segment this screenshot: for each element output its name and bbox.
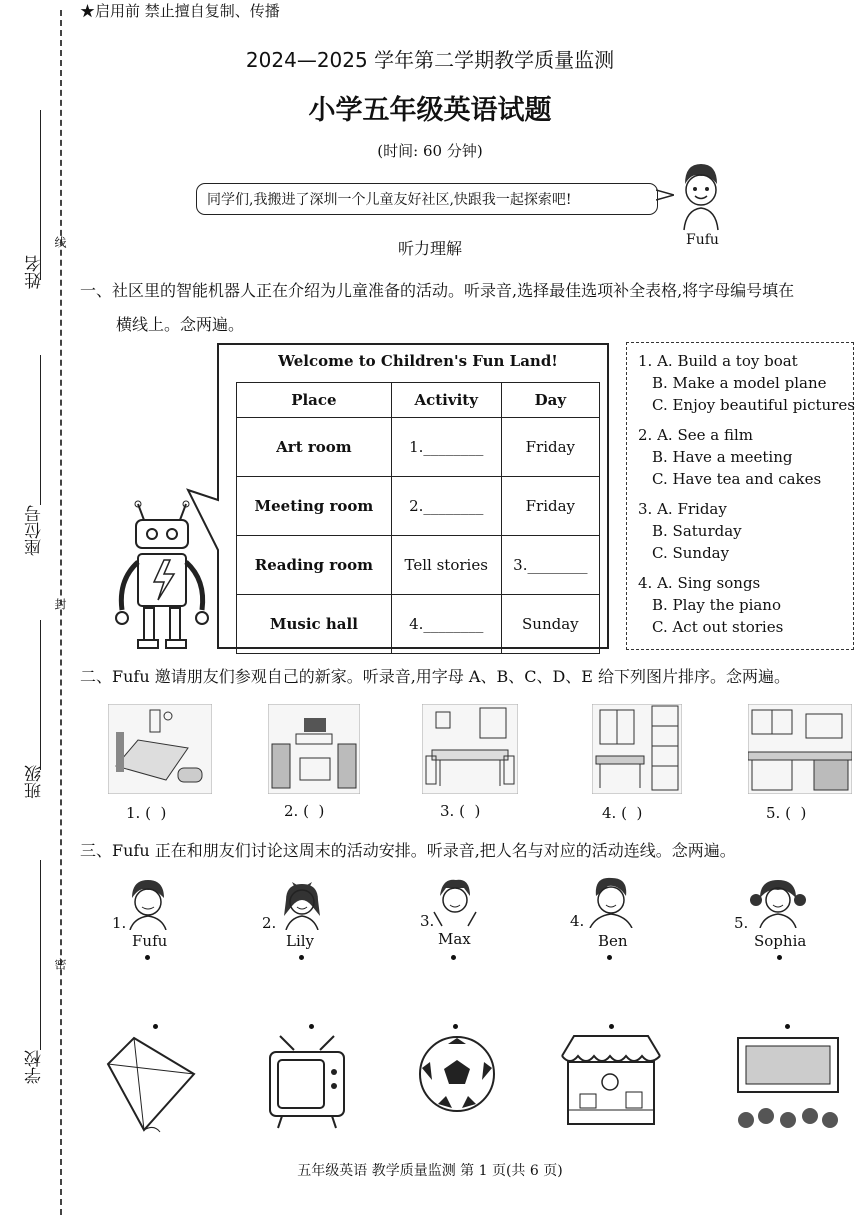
place-cell: Reading room bbox=[237, 536, 392, 595]
toy-shop-icon bbox=[560, 1034, 662, 1126]
school-blank bbox=[40, 860, 41, 1050]
option-item: 2. A. See a film bbox=[638, 426, 753, 444]
kid-connect-dot[interactable] bbox=[145, 955, 150, 960]
q2-instruction: 二、Fufu 邀请朋友们参观自己的新家。听录音,用字母 A、B、C、D、E 给下列图片排序。念两遍。 bbox=[80, 667, 791, 686]
q1-instruction-cont: 横线上。念两遍。 bbox=[116, 315, 245, 334]
activity-connect-dot[interactable] bbox=[609, 1024, 614, 1029]
kitchen-picture-icon bbox=[748, 704, 852, 794]
option-item: 3. A. Friday bbox=[638, 500, 727, 518]
girl-sophia-icon bbox=[750, 874, 806, 928]
header-place: Place bbox=[237, 383, 392, 418]
picture-answer-4[interactable]: 4. ( ) bbox=[602, 804, 643, 822]
q3-instruction: 三、Fufu 正在和朋友们讨论这周末的活动安排。听录音,把人名与对应的活动连线。念两遍。 bbox=[80, 841, 736, 860]
table-row bbox=[237, 418, 600, 477]
option-item: C. Act out stories bbox=[652, 618, 784, 636]
boy-max-icon bbox=[432, 876, 478, 928]
binding-word-seal: 封 bbox=[53, 598, 67, 610]
picture-answer-2[interactable]: 2. ( ) bbox=[284, 802, 325, 820]
day-cell[interactable]: 3.________ bbox=[501, 536, 599, 595]
name-label: 姓名 bbox=[25, 255, 45, 289]
kid-name-max: Max bbox=[438, 930, 471, 948]
picture-answer-3[interactable]: 3. ( ) bbox=[440, 802, 481, 820]
option-item: B. Play the piano bbox=[652, 596, 782, 614]
section-heading: 听力理解 bbox=[397, 239, 462, 258]
speech-bubble bbox=[196, 183, 658, 215]
option-item: B. Saturday bbox=[652, 522, 742, 540]
activity-connect-dot[interactable] bbox=[453, 1024, 458, 1029]
living-room-picture-icon bbox=[268, 704, 360, 794]
place-cell: Art room bbox=[237, 418, 392, 477]
activity-connect-dot[interactable] bbox=[309, 1024, 314, 1029]
option-item: B. Make a model plane bbox=[652, 374, 827, 392]
football-icon bbox=[418, 1034, 496, 1114]
bubble-text: 同学们,我搬进了深圳一个儿童友好社区,快跟我一起探索吧! bbox=[207, 192, 572, 208]
table-row bbox=[237, 536, 600, 595]
kid-number: 4. bbox=[570, 912, 585, 930]
option-item: C. Have tea and cakes bbox=[652, 470, 822, 488]
seat-label: 座位号 bbox=[25, 505, 45, 556]
exam-year-title: 2024—2025 学年第二学期教学质量监测 bbox=[245, 48, 615, 72]
day-cell: Friday bbox=[501, 418, 599, 477]
picture-answer-1[interactable]: 1. ( ) bbox=[126, 804, 167, 822]
kid-number: 1. bbox=[112, 914, 127, 932]
dining-room-picture-icon bbox=[422, 704, 518, 794]
kid-name-fufu: Fufu bbox=[132, 932, 168, 950]
kid-number: 2. bbox=[262, 914, 277, 932]
binding-word-line: 线 bbox=[53, 236, 67, 248]
kid-connect-dot[interactable] bbox=[777, 955, 782, 960]
kid-name-sophia: Sophia bbox=[754, 932, 807, 950]
picture-answer-5[interactable]: 5. ( ) bbox=[766, 804, 807, 822]
bubble-tail-icon bbox=[656, 188, 674, 202]
table-header-row bbox=[237, 383, 600, 418]
activity-cell[interactable]: 2.________ bbox=[391, 477, 501, 536]
option-item: 4. A. Sing songs bbox=[638, 574, 761, 592]
place-cell: Music hall bbox=[237, 595, 392, 654]
kid-connect-dot[interactable] bbox=[451, 955, 456, 960]
bedroom-picture-icon bbox=[108, 704, 212, 794]
activity-cell[interactable]: 1.________ bbox=[391, 418, 501, 477]
class-label: 班级 bbox=[25, 765, 45, 799]
cinema-icon bbox=[732, 1034, 844, 1130]
robot-icon bbox=[108, 500, 220, 652]
place-cell: Meeting room bbox=[237, 477, 392, 536]
option-item: C. Enjoy beautiful pictures bbox=[652, 396, 855, 414]
study-picture-icon bbox=[592, 704, 682, 794]
option-item: 1. A. Build a toy boat bbox=[638, 352, 798, 370]
activity-table bbox=[236, 382, 600, 654]
day-cell: Sunday bbox=[501, 595, 599, 654]
binding-word-secret: 密 bbox=[53, 958, 67, 970]
kid-name-lily: Lily bbox=[286, 932, 315, 950]
option-item: C. Sunday bbox=[652, 544, 730, 562]
kite-icon bbox=[104, 1034, 200, 1134]
table-row bbox=[237, 477, 600, 536]
q1-instruction: 一、社区里的智能机器人正在介绍为儿童准备的活动。听录音,选择最佳选项补全表格,将字母编号填在 bbox=[80, 281, 795, 300]
activity-cell: Tell stories bbox=[391, 536, 501, 595]
girl-lily-icon bbox=[278, 876, 326, 930]
kid-name-ben: Ben bbox=[598, 932, 628, 950]
character-name: Fufu bbox=[686, 232, 719, 248]
kid-connect-dot[interactable] bbox=[299, 955, 304, 960]
television-icon bbox=[268, 1034, 346, 1130]
page-footer: 五年级英语 教学质量监测 第 1 页(共 6 页) bbox=[297, 1163, 563, 1179]
class-blank bbox=[40, 620, 41, 770]
table-row bbox=[237, 595, 600, 654]
fun-land-title: Welcome to Children's Fun Land! bbox=[278, 352, 558, 370]
binding-dashed-line bbox=[60, 10, 62, 1215]
day-cell: Friday bbox=[501, 477, 599, 536]
boy-fufu-icon bbox=[676, 160, 726, 232]
boy-fufu-icon bbox=[124, 878, 172, 930]
kid-number: 3. bbox=[420, 912, 435, 930]
kid-connect-dot[interactable] bbox=[607, 955, 612, 960]
exam-time: (时间: 60 分钟) bbox=[377, 142, 483, 160]
boy-ben-icon bbox=[586, 874, 636, 928]
school-label: 学校 bbox=[25, 1050, 45, 1084]
confidential-note: ★启用前 禁止擅自复制、传播 bbox=[80, 2, 280, 20]
activity-cell[interactable]: 4.________ bbox=[391, 595, 501, 654]
header-day: Day bbox=[501, 383, 599, 418]
activity-connect-dot[interactable] bbox=[153, 1024, 158, 1029]
kid-number: 5. bbox=[734, 914, 749, 932]
header-activity: Activity bbox=[391, 383, 501, 418]
option-item: B. Have a meeting bbox=[652, 448, 793, 466]
activity-connect-dot[interactable] bbox=[785, 1024, 790, 1029]
seat-blank bbox=[40, 355, 41, 505]
exam-title: 小学五年级英语试题 bbox=[308, 95, 552, 126]
